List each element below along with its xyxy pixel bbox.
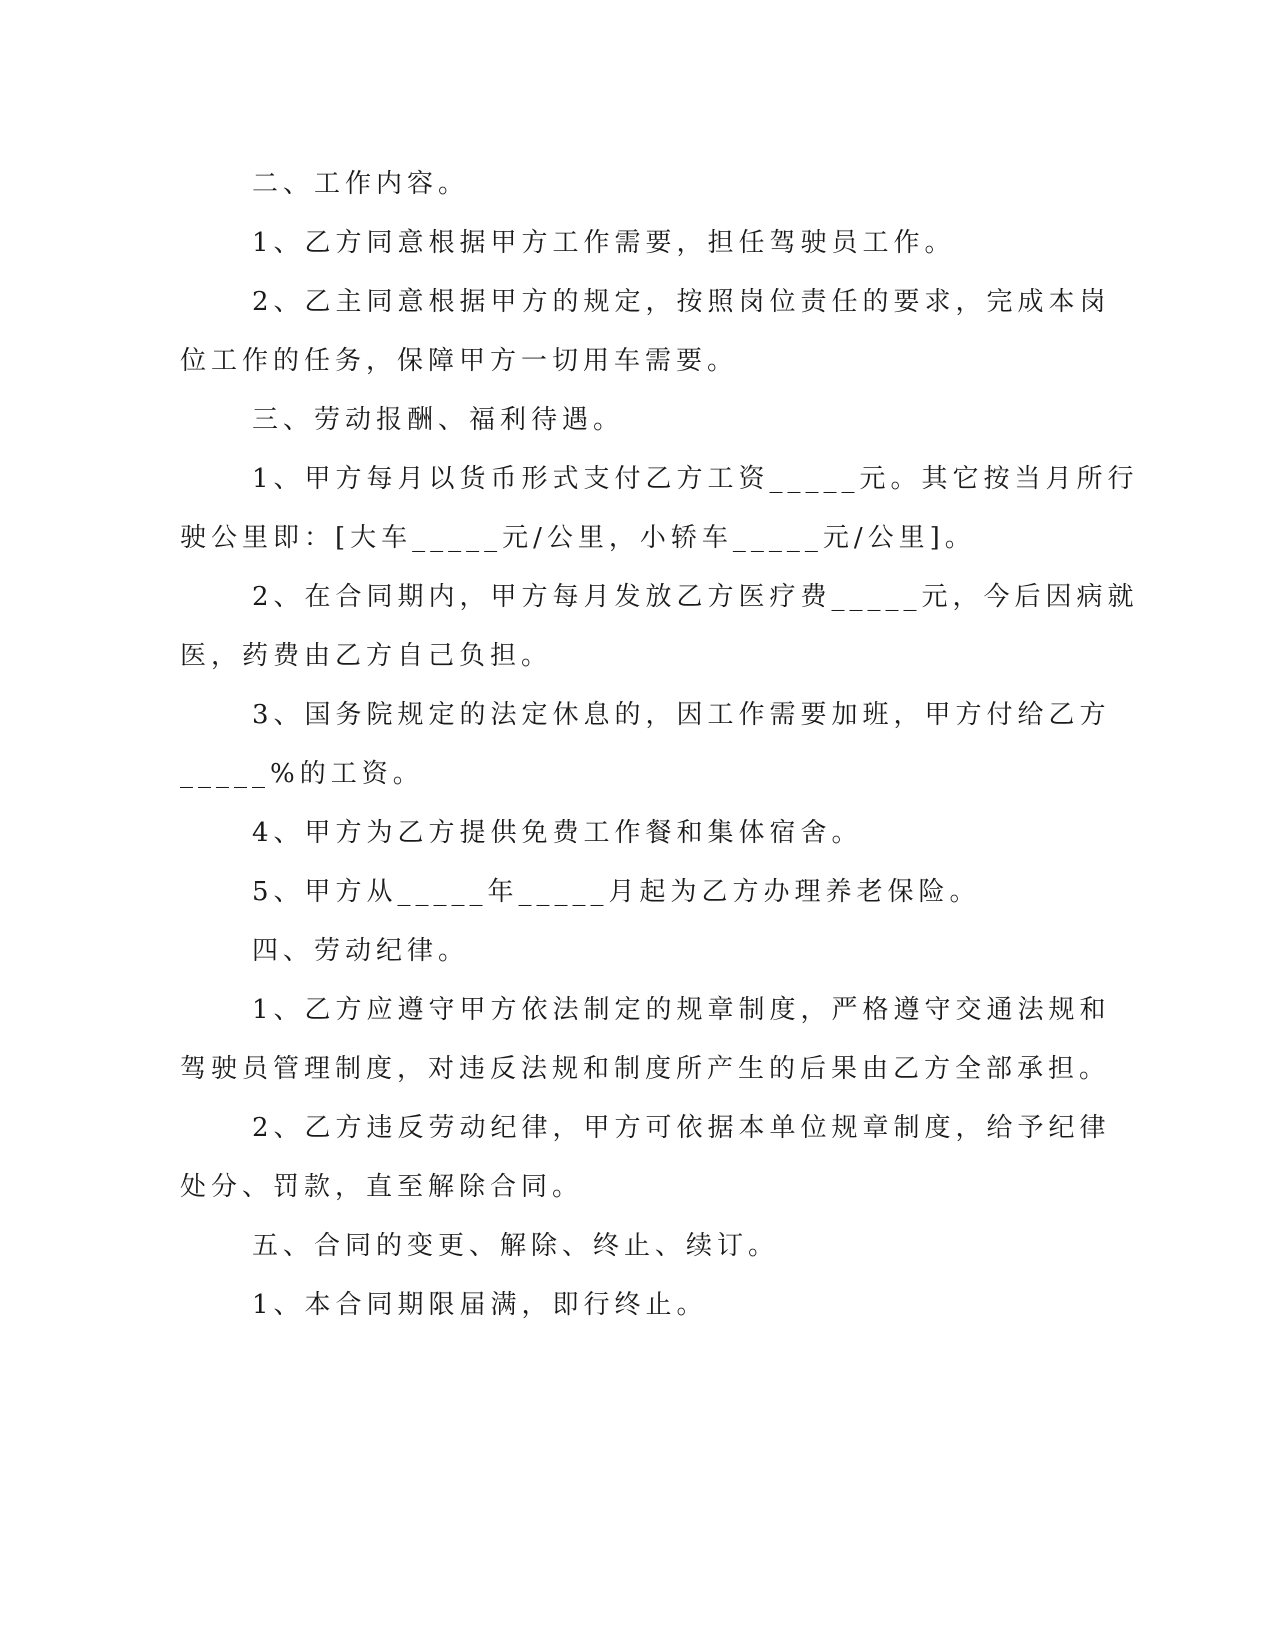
section-heading-remuneration: 三、劳动报酬、福利待遇。 [252,405,625,435]
paragraph-line: 位工作的任务，保障甲方一切用车需要。 [180,346,739,376]
paragraph-line: _____%的工资。 [180,759,424,789]
section-heading-contract-changes: 五、合同的变更、解除、终止、续订。 [252,1231,780,1261]
paragraph-line: 2、乙方违反劳动纪律，甲方可依据本单位规章制度，给予纪律 [252,1113,1111,1143]
paragraph-line: 3、国务院规定的法定休息的，因工作需要加班，甲方付给乙方 [252,700,1111,730]
paragraph-line: 1、乙方同意根据甲方工作需要，担任驾驶员工作。 [252,228,956,258]
paragraph-line: 1、本合同期限届满，即行终止。 [252,1290,708,1320]
paragraph-line: 医，药费由乙方自己负担。 [180,641,553,671]
paragraph-line: 驶公里即：[大车_____元/公里，小轿车_____元/公里]。 [180,523,976,553]
section-heading-labor-discipline: 四、劳动纪律。 [252,936,470,966]
paragraph-line: 1、乙方应遵守甲方依法制定的规章制度，严格遵守交通法规和 [252,995,1111,1025]
paragraph-line: 4、甲方为乙方提供免费工作餐和集体宿舍。 [252,818,863,848]
paragraph-line: 驾驶员管理制度，对违反法规和制度所产生的后果由乙方全部承担。 [180,1054,1111,1084]
section-heading-work-content: 二、工作内容。 [252,169,470,199]
paragraph-line: 2、乙主同意根据甲方的规定，按照岗位责任的要求，完成本岗 [252,287,1111,317]
paragraph-line: 处分、罚款，直至解除合同。 [180,1172,584,1202]
paragraph-line: 5、甲方从_____年_____月起为乙方办理养老保险。 [252,877,981,907]
paragraph-line: 1、甲方每月以货币形式支付乙方工资_____元。其它按当月所行 [252,464,1139,494]
paragraph-line: 2、在合同期内，甲方每月发放乙方医疗费_____元，今后因病就 [252,582,1139,612]
